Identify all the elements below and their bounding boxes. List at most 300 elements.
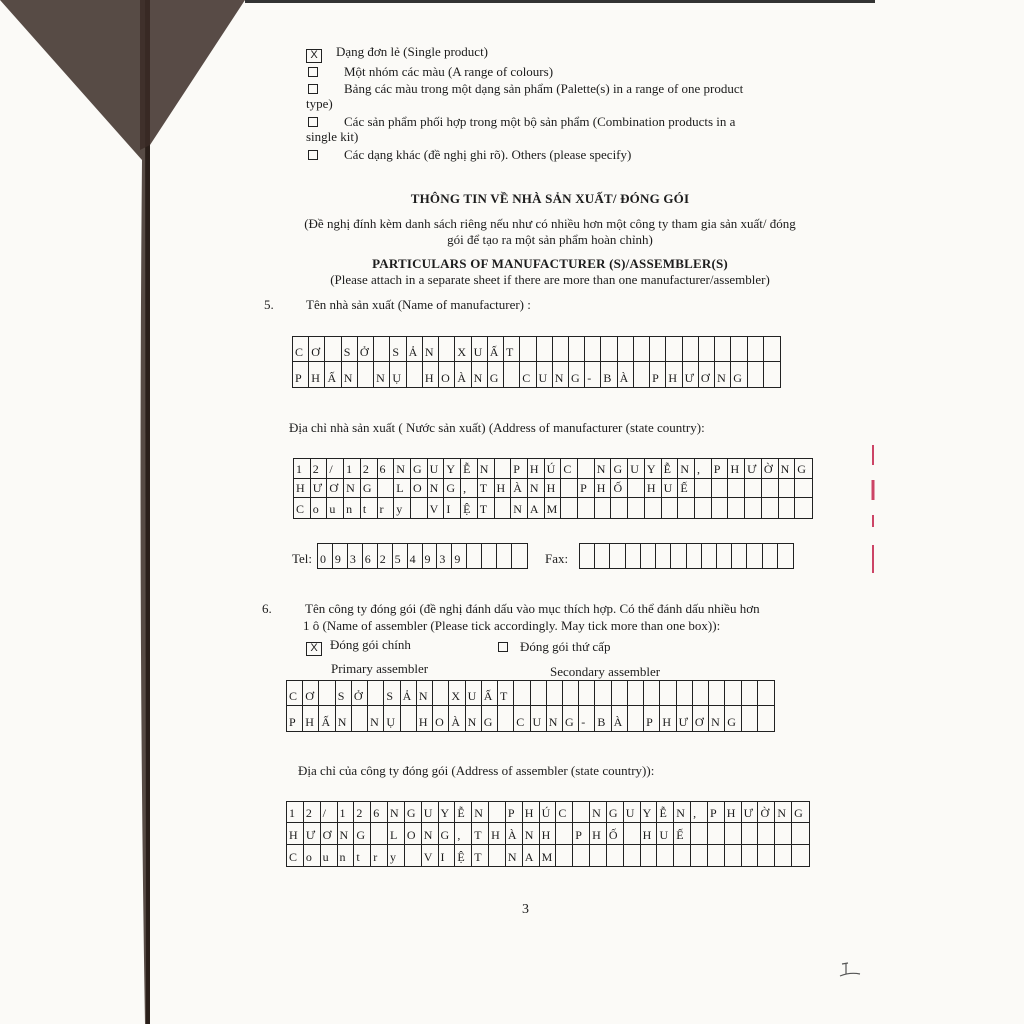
grid-cell: C	[294, 498, 311, 518]
option-palette: Bảng các màu trong một dạng sản phẩm (Palette(s) in a range of one product	[308, 81, 743, 97]
fax-digit-cell	[747, 544, 762, 568]
grid-cell: N	[775, 802, 792, 823]
grid-cell	[691, 845, 708, 866]
grid-cell: Ấ	[488, 337, 504, 362]
grid-cell: /	[327, 459, 344, 479]
grid-cell: ,	[455, 823, 472, 844]
grid-cell	[745, 479, 762, 499]
grid-cell: S	[336, 681, 352, 706]
grid-cell	[578, 498, 595, 518]
grid-cell: N	[344, 479, 361, 499]
checkbox-checked-icon: X	[306, 642, 322, 656]
grid-cell: I	[439, 845, 456, 866]
grid-cell: A	[528, 498, 545, 518]
grid-cell: X	[449, 681, 465, 706]
grid-cell	[758, 823, 775, 844]
grid-cell: N	[511, 498, 528, 518]
grid-cell: 1	[294, 459, 311, 479]
scan-corner-shadow	[140, 0, 250, 150]
grid-cell: H	[489, 823, 506, 844]
grid-cell	[650, 337, 666, 362]
grid-cell: N	[678, 459, 695, 479]
grid-cell	[709, 681, 725, 706]
grid-cell: V	[422, 845, 439, 866]
grid-cell	[662, 498, 679, 518]
grid-cell	[677, 681, 693, 706]
grid-cell: G	[563, 706, 579, 731]
option-range-colours: Một nhóm các màu (A range of colours)	[308, 64, 553, 80]
grid-cell	[762, 498, 779, 518]
grid-cell	[644, 681, 660, 706]
grid-cell: T	[478, 479, 495, 499]
grid-cell	[795, 498, 812, 518]
grid-cell	[495, 498, 512, 518]
grid-cell: U	[531, 706, 547, 731]
grid-cell: Ú	[545, 459, 562, 479]
grid-cell	[371, 823, 388, 844]
grid-cell: Ễ	[657, 802, 674, 823]
grid-cell: C	[293, 337, 309, 362]
grid-cell: G	[569, 362, 585, 387]
grid-cell: Ễ	[662, 459, 679, 479]
grid-cell: O	[433, 706, 449, 731]
grid-cell	[742, 681, 758, 706]
grid-cell	[607, 845, 624, 866]
page-number: 3	[522, 902, 529, 917]
grid-cell: H	[595, 479, 612, 499]
grid-cell: r	[378, 498, 395, 518]
grid-cell: Ụ	[390, 362, 406, 387]
grid-cell: U	[624, 802, 641, 823]
grid-cell	[758, 706, 774, 731]
grid-cell: Ư	[304, 823, 321, 844]
grid-cell: G	[482, 706, 498, 731]
grid-cell: N	[709, 706, 725, 731]
grid-cell: 2	[304, 802, 321, 823]
grid-cell: t	[361, 498, 378, 518]
assembler-address-grid	[286, 801, 810, 867]
grid-cell	[556, 845, 573, 866]
grid-cell	[319, 681, 335, 706]
grid-cell: Ơ	[699, 362, 715, 387]
grid-cell	[489, 802, 506, 823]
grid-cell: U	[472, 337, 488, 362]
grid-cell	[405, 845, 422, 866]
grid-cell: B	[601, 362, 617, 387]
grid-cell	[693, 681, 709, 706]
grid-cell: ,	[695, 459, 712, 479]
grid-cell	[325, 337, 341, 362]
grid-cell	[520, 337, 536, 362]
grid-cell: Ố	[607, 823, 624, 844]
tel-label: Tel:	[292, 551, 313, 566]
grid-cell	[578, 459, 595, 479]
grid-cell	[563, 681, 579, 706]
grid-cell: N	[478, 459, 495, 479]
grid-cell	[624, 823, 641, 844]
checkbox-empty-icon	[308, 84, 318, 94]
grid-cell: 1	[344, 459, 361, 479]
grid-cell: Ờ	[758, 802, 775, 823]
grid-cell	[699, 337, 715, 362]
grid-cell: N	[338, 823, 355, 844]
grid-cell	[775, 845, 792, 866]
grid-cell: M	[540, 845, 557, 866]
grid-cell: H	[495, 479, 512, 499]
grid-cell	[498, 706, 514, 731]
grid-cell: Ế	[674, 823, 691, 844]
fax-label: Fax:	[545, 551, 569, 566]
grid-cell: G	[795, 459, 812, 479]
grid-cell	[624, 845, 641, 866]
grid-cell: Y	[444, 459, 461, 479]
grid-cell: H	[540, 823, 557, 844]
grid-cell: N	[423, 337, 439, 362]
grid-cell	[792, 845, 809, 866]
tel-digit-cell: 0	[318, 544, 333, 568]
section-note-vi-2: gói để tạo ra một sản phẩm hoàn chỉnh)	[447, 232, 653, 247]
tel-digit-cell	[467, 544, 482, 568]
grid-cell: N	[779, 459, 796, 479]
grid-cell: y	[388, 845, 405, 866]
q6-label-2: 1 ô (Name of assembler (Please tick accordingly. May tick more than one box)):	[303, 618, 721, 633]
grid-cell: U	[466, 681, 482, 706]
grid-cell	[595, 681, 611, 706]
q6-number: 6.	[262, 601, 272, 616]
grid-cell: G	[361, 479, 378, 499]
grid-cell	[762, 479, 779, 499]
grid-cell: ,	[461, 479, 478, 499]
grid-cell	[556, 823, 573, 844]
grid-cell	[674, 845, 691, 866]
grid-cell: Ú	[540, 802, 557, 823]
grid-cell: Ư	[742, 802, 759, 823]
checkbox-empty-icon	[308, 150, 318, 160]
grid-cell	[748, 362, 764, 387]
option-primary-assembler: X Đóng gói chính	[306, 637, 411, 656]
q5-number: 5.	[264, 297, 274, 312]
tel-digit-cell: 4	[408, 544, 423, 568]
fax-digit-cell	[595, 544, 610, 568]
grid-cell: H	[728, 459, 745, 479]
grid-cell	[401, 706, 417, 731]
grid-cell	[439, 337, 455, 362]
grid-cell: G	[731, 362, 747, 387]
tel-digit-cell: 3	[437, 544, 452, 568]
grid-cell: S	[384, 681, 400, 706]
grid-cell: o	[304, 845, 321, 866]
q6-address-label: Địa chỉ của công ty đóng gói (Address of assembler (state country)):	[298, 763, 655, 778]
grid-cell	[678, 498, 695, 518]
primary-assembler-en: Primary assembler	[331, 661, 429, 676]
grid-cell: u	[321, 845, 338, 866]
grid-cell: Ễ	[455, 802, 472, 823]
grid-cell: Ư	[311, 479, 328, 499]
fax-digit-cell	[702, 544, 717, 568]
grid-cell: H	[660, 706, 676, 731]
grid-cell	[742, 845, 759, 866]
grid-cell	[745, 498, 762, 518]
fax-digit-cell	[641, 544, 656, 568]
option-palette-cont: type)	[306, 96, 333, 111]
grid-cell: B	[595, 706, 611, 731]
grid-cell: T	[478, 498, 495, 518]
grid-cell: T	[472, 823, 489, 844]
grid-cell: Ơ	[327, 479, 344, 499]
grid-cell: N	[368, 706, 384, 731]
grid-cell: S	[390, 337, 406, 362]
grid-cell	[561, 479, 578, 499]
grid-cell	[742, 706, 758, 731]
grid-cell: C	[287, 681, 303, 706]
q5-label: Tên nhà sản xuất (Name of manufacturer) :	[306, 297, 531, 312]
grid-cell: 6	[371, 802, 388, 823]
grid-cell	[742, 823, 759, 844]
grid-cell: U	[628, 459, 645, 479]
grid-cell: G	[607, 802, 624, 823]
handwritten-mark	[838, 960, 862, 980]
grid-cell: u	[327, 498, 344, 518]
grid-cell: C	[287, 845, 304, 866]
grid-cell: Ả	[401, 681, 417, 706]
grid-cell: U	[662, 479, 679, 499]
grid-cell	[495, 459, 512, 479]
grid-cell	[695, 479, 712, 499]
grid-cell: H	[666, 362, 682, 387]
grid-cell	[433, 681, 449, 706]
checkbox-checked-icon: X	[306, 49, 322, 63]
grid-cell: H	[725, 802, 742, 823]
grid-cell: Ư	[683, 362, 699, 387]
grid-cell	[731, 337, 747, 362]
checkbox-empty-icon	[308, 117, 318, 127]
fax-digit-cell	[778, 544, 793, 568]
checkbox-empty-icon	[308, 67, 318, 77]
grid-cell: P	[287, 706, 303, 731]
option-combination-cont: single kit)	[306, 129, 359, 144]
fax-grid	[579, 543, 794, 569]
grid-cell	[683, 337, 699, 362]
grid-cell: N	[388, 802, 405, 823]
grid-cell: U	[428, 459, 445, 479]
secondary-assembler-en: Secondary assembler	[550, 664, 661, 679]
grid-cell: H	[294, 479, 311, 499]
grid-cell	[708, 823, 725, 844]
section-title-en: PARTICULARS OF MANUFACTURER (S)/ASSEMBLER(S)	[372, 256, 728, 271]
grid-cell	[775, 823, 792, 844]
grid-cell	[758, 845, 775, 866]
grid-cell	[547, 681, 563, 706]
grid-cell: H	[590, 823, 607, 844]
grid-cell	[358, 362, 374, 387]
grid-cell	[725, 845, 742, 866]
grid-cell: N	[523, 823, 540, 844]
grid-cell	[660, 681, 676, 706]
option-combination: Các sản phẩm phối hợp trong một bộ sản phẩm (Combination products in a	[308, 114, 735, 130]
checkbox-empty-icon	[498, 642, 508, 652]
section-note-en: (Please attach in a separate sheet if there are more than one manufacturer/assembler)	[330, 272, 770, 287]
grid-cell: G	[354, 823, 371, 844]
grid-cell: H	[309, 362, 325, 387]
grid-cell: N	[715, 362, 731, 387]
grid-cell: N	[374, 362, 390, 387]
grid-cell	[590, 845, 607, 866]
grid-cell: H	[423, 362, 439, 387]
scan-edge-shadow	[0, 0, 150, 1024]
grid-cell	[764, 362, 780, 387]
grid-cell	[725, 823, 742, 844]
grid-cell: N	[553, 362, 569, 387]
grid-cell	[792, 823, 809, 844]
grid-cell	[573, 802, 590, 823]
grid-cell: H	[287, 823, 304, 844]
tel-digit-cell: 2	[378, 544, 393, 568]
grid-cell	[628, 706, 644, 731]
grid-cell: t	[354, 845, 371, 866]
grid-cell: N	[428, 479, 445, 499]
fax-digit-cell	[671, 544, 686, 568]
grid-cell: 1	[287, 802, 304, 823]
grid-cell	[666, 337, 682, 362]
grid-cell: G	[488, 362, 504, 387]
tel-digit-cell: 9	[423, 544, 438, 568]
grid-cell	[712, 479, 729, 499]
grid-cell: Ơ	[693, 706, 709, 731]
grid-cell: P	[573, 823, 590, 844]
grid-cell	[585, 337, 601, 362]
grid-cell: À	[449, 706, 465, 731]
grid-cell: -	[579, 706, 595, 731]
grid-cell: Ờ	[762, 459, 779, 479]
grid-cell: C	[561, 459, 578, 479]
assembler-name-grid	[286, 680, 775, 732]
grid-cell: Ấ	[319, 706, 335, 731]
grid-cell	[352, 706, 368, 731]
grid-cell: M	[545, 498, 562, 518]
grid-cell: G	[725, 706, 741, 731]
grid-cell: P	[293, 362, 309, 387]
grid-cell	[728, 479, 745, 499]
grid-cell: Ư	[745, 459, 762, 479]
grid-cell: N	[417, 681, 433, 706]
grid-cell	[561, 498, 578, 518]
grid-cell: 2	[361, 459, 378, 479]
grid-cell: N	[590, 802, 607, 823]
grid-cell	[595, 498, 612, 518]
grid-cell: Ễ	[461, 459, 478, 479]
grid-cell: A	[523, 845, 540, 866]
grid-cell: U	[657, 823, 674, 844]
grid-cell: N	[422, 823, 439, 844]
grid-cell: U	[537, 362, 553, 387]
grid-cell	[641, 845, 658, 866]
grid-cell: À	[612, 706, 628, 731]
grid-cell: Ấ	[325, 362, 341, 387]
grid-cell: -	[585, 362, 601, 387]
grid-cell	[779, 498, 796, 518]
tel-digit-cell: 9	[452, 544, 467, 568]
grid-cell: T	[504, 337, 520, 362]
grid-cell: G	[411, 459, 428, 479]
grid-cell	[715, 337, 731, 362]
manufacturer-address-grid	[293, 458, 813, 519]
grid-cell: Ư	[677, 706, 693, 731]
grid-cell: À	[455, 362, 471, 387]
side-stamp-mark	[866, 445, 880, 575]
grid-cell: N	[595, 459, 612, 479]
option-single-product: X Dạng đơn lẻ (Single product)	[306, 44, 488, 63]
grid-cell: Ở	[358, 337, 374, 362]
grid-cell: 1	[338, 802, 355, 823]
tel-digit-cell	[482, 544, 497, 568]
grid-cell	[553, 337, 569, 362]
grid-cell: H	[545, 479, 562, 499]
grid-cell: N	[336, 706, 352, 731]
q5-address-label: Địa chỉ nhà sản xuất ( Nước sản xuất) (Address of manufacturer (state country):	[289, 420, 705, 435]
grid-cell	[618, 337, 634, 362]
grid-cell: Ơ	[303, 681, 319, 706]
grid-cell	[748, 337, 764, 362]
grid-cell	[708, 845, 725, 866]
grid-cell: L	[388, 823, 405, 844]
grid-cell: G	[792, 802, 809, 823]
fax-digit-cell	[580, 544, 595, 568]
grid-cell: O	[405, 823, 422, 844]
grid-cell: n	[344, 498, 361, 518]
top-border	[245, 0, 875, 3]
grid-cell: Y	[641, 802, 658, 823]
grid-cell: N	[472, 802, 489, 823]
tel-digit-cell: 6	[363, 544, 378, 568]
grid-cell	[368, 681, 384, 706]
grid-cell	[573, 845, 590, 866]
grid-cell: Ố	[611, 479, 628, 499]
grid-cell	[611, 498, 628, 518]
grid-cell: H	[303, 706, 319, 731]
grid-cell: P	[578, 479, 595, 499]
grid-cell: G	[444, 479, 461, 499]
grid-cell	[489, 845, 506, 866]
grid-cell: H	[417, 706, 433, 731]
grid-cell: n	[338, 845, 355, 866]
grid-cell: L	[394, 479, 411, 499]
grid-cell	[695, 498, 712, 518]
grid-cell	[579, 681, 595, 706]
grid-cell	[628, 498, 645, 518]
fax-digit-cell	[732, 544, 747, 568]
grid-cell: H	[528, 459, 545, 479]
grid-cell: C	[514, 706, 530, 731]
grid-cell	[728, 498, 745, 518]
grid-cell: Ơ	[309, 337, 325, 362]
grid-cell: O	[411, 479, 428, 499]
tel-digit-cell: 9	[333, 544, 348, 568]
grid-cell: U	[422, 802, 439, 823]
fax-digit-cell	[687, 544, 702, 568]
grid-cell: P	[708, 802, 725, 823]
grid-cell: P	[506, 802, 523, 823]
grid-cell: Ệ	[455, 845, 472, 866]
grid-cell: 2	[311, 459, 328, 479]
grid-cell	[612, 681, 628, 706]
grid-cell	[411, 498, 428, 518]
grid-cell: Ơ	[321, 823, 338, 844]
grid-cell: r	[371, 845, 388, 866]
grid-cell: Ế	[678, 479, 695, 499]
grid-cell: y	[394, 498, 411, 518]
section-title-vi: THÔNG TIN VỀ NHÀ SẢN XUẤT/ ĐÓNG GÓI	[410, 191, 690, 206]
grid-cell	[758, 681, 774, 706]
